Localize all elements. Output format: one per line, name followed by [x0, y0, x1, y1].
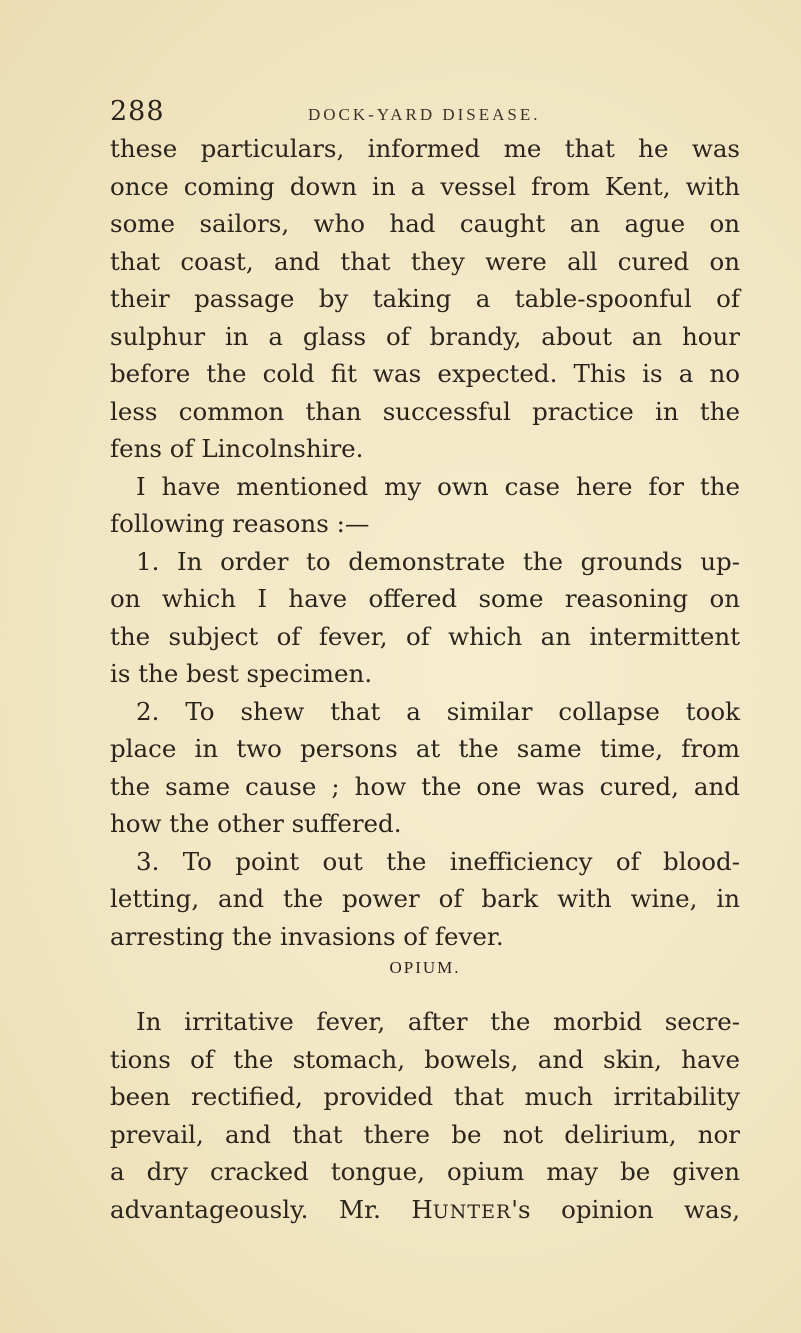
- opium-text-block: [110, 1003, 740, 1228]
- text-line: prevail, and that there be not delirium, nor: [110, 1119, 740, 1149]
- text-line: tions of the stomach, bowels, and skin, have: [110, 1044, 740, 1074]
- text-line: is the best specimen.: [110, 659, 373, 688]
- text-line: I have mentioned my own case here for the: [136, 471, 740, 501]
- text-line: once coming down in a vessel from Kent, with: [110, 171, 740, 201]
- text-line: their passage by taking a table-spoonful of: [110, 284, 740, 313]
- text-line: the subject of fever, of which an intermittent: [110, 621, 740, 651]
- text-line: 3. To point out the inefficiency of blood-: [136, 846, 740, 876]
- text-line: how the other suffered.: [110, 809, 402, 838]
- text-fragment: advantageously. Mr. H: [110, 1194, 433, 1224]
- main-text-block: [110, 130, 740, 955]
- text-line: sulphur in a glass of brandy, about an hour: [110, 321, 740, 351]
- text-line: 2. To shew that a similar collapse took: [136, 696, 740, 726]
- text-line: letting, and the power of bark with wine, in: [110, 884, 740, 913]
- text-line: been rectified, provided that much irritability: [110, 1082, 740, 1111]
- running-head: DOCK-YARD DISEASE.: [308, 105, 541, 124]
- text-line: 1. In order to demonstrate the grounds up-: [136, 546, 740, 576]
- text-line: In irritative fever, after the morbid secre-: [136, 1007, 740, 1036]
- text-line: that coast, and that they were all cured on: [110, 246, 740, 276]
- text-line: on which I have offered some reasoning on: [110, 584, 740, 613]
- text-line: before the cold fit was expected. This is a no: [110, 359, 740, 388]
- section-heading-opium: OPIUM.: [389, 958, 461, 977]
- text-line: some sailors, who had caught an ague on: [110, 209, 740, 238]
- text-line: following reasons :—: [110, 509, 370, 538]
- page-number: 288: [110, 96, 165, 127]
- text-line: place in two persons at the same time, from: [110, 734, 740, 763]
- text-line: the same cause ; how the one was cured, and: [110, 771, 740, 801]
- text-line: a dry cracked tongue, opium may be given: [110, 1157, 740, 1186]
- text-line-final: [110, 1191, 740, 1229]
- text-line: arresting the invasions of fever.: [110, 921, 504, 951]
- text-fragment: 's opinion was,: [511, 1194, 740, 1224]
- small-caps-name: UNTER: [432, 1200, 512, 1223]
- text-line: less common than successful practice in the: [110, 396, 740, 426]
- text-line: fens of Lincolnshire.: [110, 434, 364, 463]
- text-line: these particulars, informed me that he was: [110, 134, 740, 163]
